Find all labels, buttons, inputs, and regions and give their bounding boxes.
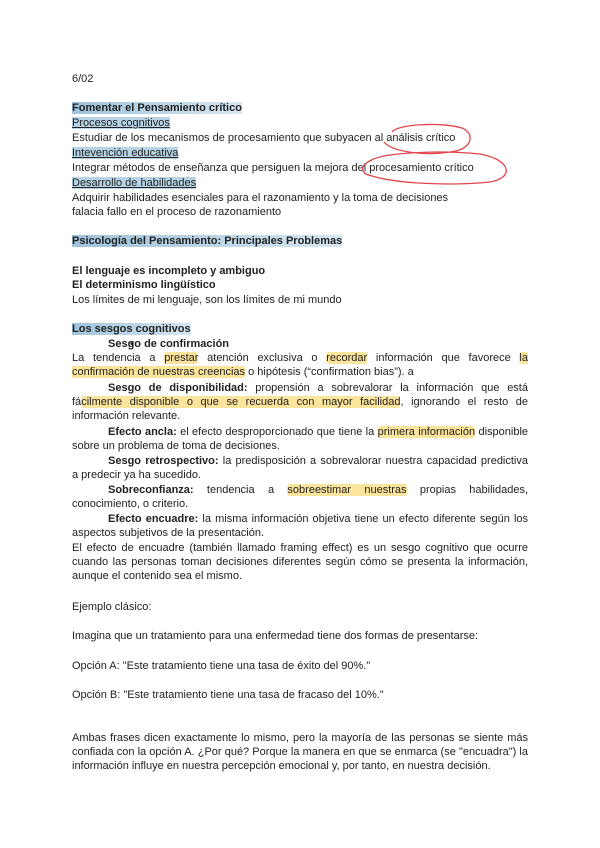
subtitle-determinismo: El determinismo lingüístico [72,279,216,291]
paragraph-encuadre: Efecto encuadre: la misma información objetiva tiene un efecto diferente según los aspectos subjetivos de la presentación. [72,513,529,539]
example-option-a: Opción A: "Este tratamiento tiene una tasa de éxito del 90%." [72,660,371,672]
section-title-pensamiento-critico: Fomentar el Pensamiento crítico [72,102,242,114]
example-title: Ejemplo clásico: [72,601,152,613]
label-procesos-cognitivos: Procesos cognitivos [72,117,170,129]
paragraph-confirmacion: La tendencia a prestar atención exclusiva o recordar información que favorece la confirmación de nuestras creencias o hipótesis (“confirmation bias”). a [72,352,528,378]
label-intervencion-educativa: Intevención educativa [72,147,179,159]
example-intro: Imagina que un tratamiento para una enfermedad tiene dos formas de presentarse: [72,630,479,642]
section-title-sesgos: Los sesgos cognitivos [72,323,191,335]
label-desarrollo-habilidades: Desarrollo de habilidades [72,177,197,189]
paragraph-framing-effect: El efecto de encuadre (también llamado framing effect) es un sesgo cognitivo que ocurre cuando las personas toman decisiones diferentes según cómo se presenta la información, aunque el contenido sea el mismo. [72,542,528,582]
section-title-psicologia: Psicología del Pensamiento: Principales Problemas [72,235,343,247]
date: 6/02 [72,73,94,85]
paragraph-sobreconfianza: Sobreconfianza: tendencia a sobreestimar nuestras propias habilidades, conocimiento, o criterio. [72,484,528,510]
quote-limites: Los límites de mi lenguaje, son los límites de mi mundo [72,294,342,306]
text-desarrollo-habilidades: Adquirir habilidades esenciales para el razonamiento y la toma de decisiones [72,192,449,204]
text-intervencion-educativa: Integrar métodos de enseñanza que persiguen la mejora del procesamiento crítico [72,162,474,174]
text-falacia: falacia fallo en el proceso de razonamiento [72,206,282,218]
bullet-sesgo-confirmacion: • Sesgo de confirmación [108,337,229,351]
circled-analisis-critico: análisis crítico [386,132,456,144]
paragraph-ancla: Efecto ancla: el efecto desproporcionado que tiene la primera información disponible sobre un problema de toma de decisiones. [72,426,528,452]
subtitle-lenguaje: El lenguaje es incompleto y ambiguo [72,265,266,277]
circled-procesamiento-critico: procesamiento crítico [369,162,474,174]
text-procesos-cognitivos: Estudiar de los mecanismos de procesamiento que subyacen al análisis crítico [72,132,456,144]
paragraph-retrospectivo: Sesgo retrospectivo: la predisposición a sobrevalorar nuestra capacidad predictiva a predecir ya ha sucedido. [72,455,528,481]
example-option-b: Opción B: "Este tratamiento tiene una tasa de fracaso del 10%." [72,689,384,701]
paragraph-disponibilidad: Sesgo de disponibilidad: propensión a sobrevalorar la información que está fácilmente disponible o que se recuerda con mayor facilidad, ignorando el resto de información relevante. [72,382,528,422]
example-conclusion: Ambas frases dicen exactamente lo mismo, pero la mayoría de las personas se siente más confiada con la opción A. ¿Por qué? Porque la manera en que se enmarca (se "encuadra") la información influye en nuestra percepción emocional y, por tanto, en nuestra decisión. [72,732,528,772]
